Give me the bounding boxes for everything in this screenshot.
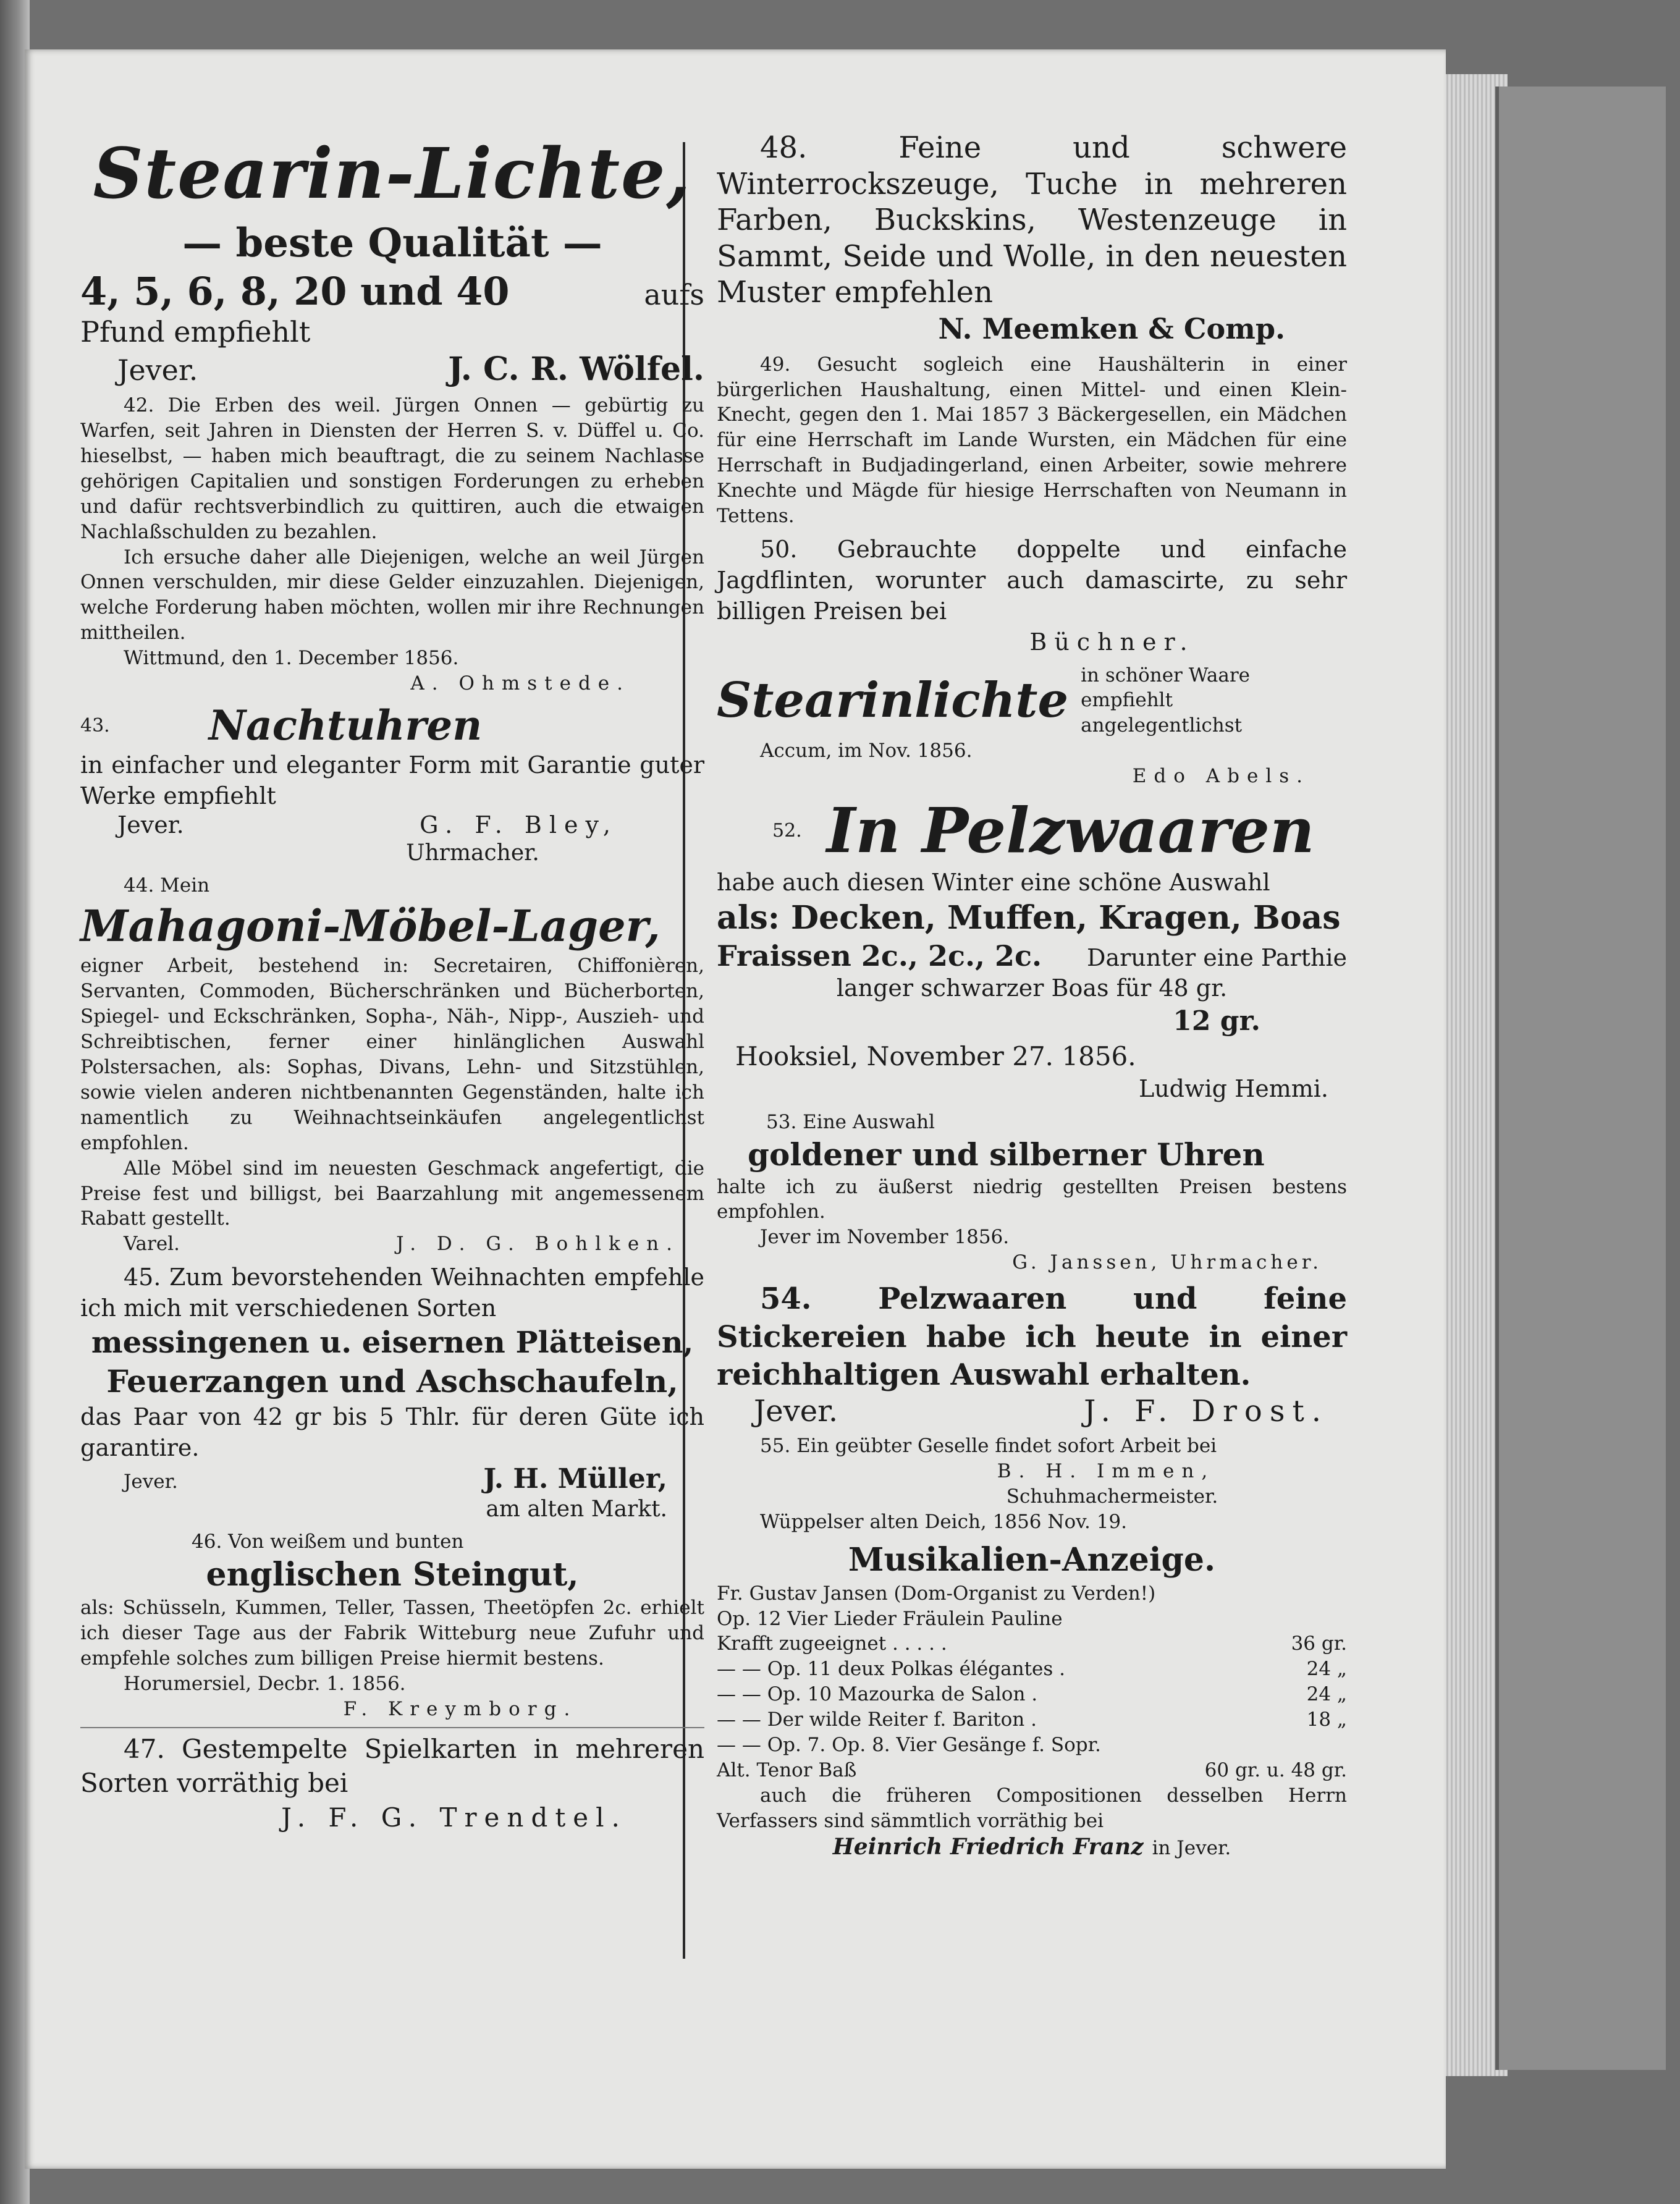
ad-signature: J. F. Drost. (1084, 1394, 1328, 1429)
price-row (717, 1682, 1347, 1707)
ad-role: Uhrmacher. (406, 840, 539, 866)
ad-signature: G. F. Bley, (420, 811, 618, 839)
ad-42 (80, 393, 704, 696)
book-cover (1495, 87, 1666, 2070)
ad-address: am alten Markt. (486, 1497, 667, 1522)
ad-title: In Pelzwaaren (826, 794, 1315, 868)
ad-text: als: Schüsseln, Kummen, Teller, Tassen, Theetöpfen 2c. erhielt ich dieser Tage aus der Fabrik Witteburg neue Zufuhr und empfehle solches zum billigen Preise hiermit bestens. (80, 1597, 704, 1670)
ad-text: 49. Gesucht sogleich eine Haushälterin in einer bürgerlichen Haushaltung, einen Mittel- und einen Klein-Knecht, gegen den 1. Mai 1857 3 Bäckergesellen, ein Mädchen für eine Herrschaft im Lande Wursten, ein Mädchen für eine Herrschaft in Budjadingerland, einen Arbeiter, sowie mehrere Knechte und Mägde für hiesige Herrschaften von Neumann in Tettens. (717, 353, 1347, 528)
ad-signature: F. Kreymborg. (343, 1697, 578, 1720)
ad-text: 50. Gebrauchte doppelte und einfache Jagdflinten, worunter auch damascirte, zu sehr billigen Preisen bei (717, 535, 1347, 625)
price-label: — — Op. 10 Mazourka de Salon . (717, 1683, 1038, 1706)
ad-title: goldener und silberner Uhren (748, 1136, 1265, 1173)
ad-47 (80, 1727, 704, 1835)
ad-highlight: Fraissen 2c., 2c., 2c. (717, 939, 1042, 973)
ad-seller: J. C. R. Wölfel. (448, 350, 704, 389)
ad-title: englischen Steingut, (206, 1555, 579, 1594)
left-column (80, 130, 704, 1835)
ad-title: Mahagoni-Möbel-Lager, (80, 900, 661, 952)
ad-place: Jever. (117, 811, 184, 839)
ad-number: 52. (772, 819, 802, 842)
price-value: 24 „ (1306, 1683, 1347, 1706)
ad-text: Ich ersuche daher alle Diejenigen, welche an weil Jürgen Onnen verschulden, mir diese Gelder einzuzahlen. Diejenigen, welche Forderung haben möchten, wollen mir ihre Rechnungen mittheilen. (80, 546, 704, 644)
ad-number: 43. (80, 714, 110, 737)
ad-price: 12 gr. (1173, 1005, 1260, 1037)
ad-49 (717, 352, 1347, 529)
ad-highlight: als: Decken, Muffen, Kragen, Boas (717, 899, 1341, 937)
ad-side-text: in schöner Waare empfiehlt angelegentlichst (1081, 664, 1251, 737)
ad-role: Schuhmachermeister. (1006, 1485, 1218, 1508)
price-row (717, 1607, 1347, 1632)
ad-text: habe auch diesen Winter eine schöne Auswahl (717, 869, 1270, 897)
price-value: 60 gr. u. 48 gr. (1204, 1759, 1347, 1781)
ad-43 (80, 701, 704, 868)
newspaper-page (25, 49, 1446, 2169)
ad-stearin-lichte (80, 130, 704, 388)
ad-50 (717, 534, 1347, 658)
ad-highlight: Feuerzangen und Aschschaufeln, (106, 1362, 678, 1400)
ad-signature: B. H. Immen, (997, 1460, 1215, 1483)
ad-line: Pfund empfiehlt (80, 315, 311, 349)
ad-place: Jever. (117, 353, 198, 387)
ad-aufs: aufs (644, 278, 704, 312)
ad-text: eigner Arbeit, bestehend in: Secretairen, Chiffonièren, Servanten, Commoden, Bücherschränken und Bücherborten, Spiegel- und Eckschränken, Sopha-, Näh-, Nipp-, Auszieh- und Schreibtischen, ferner einer hinlänglichen Auswahl Polstersachen, als: Sophas, Divans, Lehn- und Sitzstühlen, sowie vielen anderen nichtbenannten Gegenständen, halte ich namentlich zu Weihnachtseinkäufen angelegentlichst empfohlen. (80, 955, 704, 1154)
ad-date: Horumersiel, Decbr. 1. 1856. (124, 1672, 406, 1695)
ad-53 (717, 1110, 1347, 1276)
price-label: Op. 12 Vier Lieder Fräulein Pauline (717, 1607, 1063, 1630)
ad-lead: 46. Von weißem und bunten (192, 1530, 464, 1553)
ad-date: Wüppelser alten Deich, 1856 Nov. 19. (760, 1511, 1127, 1534)
ad-number: 44. Mein (124, 874, 210, 897)
right-column (717, 130, 1347, 1861)
ad-signature: Edo Abels. (1132, 765, 1310, 788)
ad-text: in einfacher und eleganter Form mit Garantie guter Werke empfiehlt (80, 751, 704, 810)
ad-52 (717, 794, 1347, 1105)
price-value (1279, 1733, 1347, 1758)
price-label: — — Op. 11 deux Polkas élégantes . (717, 1658, 1065, 1681)
price-label: — — Der wilde Reiter f. Bariton . (717, 1708, 1037, 1731)
ad-title: Stearinlichte (717, 672, 1069, 729)
ad-lead: 53. Eine Auswahl (766, 1110, 935, 1133)
price-list (717, 1607, 1347, 1783)
ad-musikalien (717, 1540, 1347, 1861)
ad-place: Accum, im Nov. 1856. (760, 740, 973, 762)
ad-text: 47. Gestempelte Spielkarten in mehreren Sorten vorräthig bei (80, 1733, 704, 1799)
ad-date: Wittmund, den 1. December 1856. (124, 647, 459, 670)
ad-intro: Fr. Gustav Jansen (Dom-Organist zu Verden!) (717, 1582, 1156, 1605)
ad-signature: Heinrich Friedrich Franz (832, 1833, 1144, 1860)
ad-place: Jever. (754, 1394, 838, 1429)
ad-signature: J. D. G. Bohlken. (396, 1233, 680, 1256)
ad-signature: A. Ohmstede. (410, 672, 630, 695)
price-value: 24 „ (1306, 1658, 1347, 1681)
ad-place: Varel. (124, 1233, 180, 1256)
ad-text: das Paar von 42 gr bis 5 Thlr. für deren Güte ich garantire. (80, 1403, 704, 1462)
price-row (717, 1631, 1347, 1657)
ad-title: Musikalien-Anzeige. (848, 1541, 1216, 1579)
ad-signature: J. F. G. Trendtel. (281, 1802, 627, 1833)
ad-text: halte ich zu äußerst niedrig gestellten Preisen bestens empfohlen. (717, 1175, 1347, 1223)
ad-text: Darunter eine Parthie (1087, 944, 1347, 971)
price-label: — — Op. 7. Op. 8. Vier Gesänge f. Sopr. (717, 1734, 1101, 1757)
ad-title: Stearin-Lichte, (93, 133, 692, 214)
ad-text: 54. Pelzwaaren und feine Stickereien habe ich heute in einer reichhaltigen Auswahl erhalten. (717, 1281, 1347, 1393)
ad-place: in Jever. (1152, 1836, 1231, 1859)
ad-55 (717, 1433, 1347, 1535)
price-row (717, 1733, 1347, 1758)
ad-place: Jever. (124, 1471, 178, 1493)
ad-54 (717, 1280, 1347, 1429)
ad-51 (717, 663, 1347, 790)
ad-price: langer schwarzer Boas für 48 gr. (836, 974, 1228, 1002)
ad-signature: G. Janssen, Uhrmacher. (1012, 1251, 1322, 1274)
price-value: 18 „ (1306, 1708, 1347, 1731)
price-value (1279, 1607, 1347, 1632)
ad-text: auch die früheren Compositionen desselben Herrn Verfassers sind sämmtlich vorräthig bei (717, 1784, 1347, 1832)
ad-44 (80, 873, 704, 1257)
ad-text: 45. Zum bevorstehenden Weihnachten empfehle ich mich mit verschiedenen Sorten (80, 1264, 704, 1322)
ad-45 (80, 1262, 704, 1524)
ad-48 (717, 130, 1347, 347)
ad-text: 42. Die Erben des weil. Jürgen Onnen — gebürtig zu Warfen, seit Jahren in Diensten der Herren S. v. Düffel u. Co. hieselbst, — haben mich beauftragt, die zu seinem Nachlasse gehörigen Capitalien und sonstigen Forderungen zu erheben und dafür rechtsverbindlich zu quittiren, auch die etwaigen Nachlaßschulden zu bezahlen. (80, 394, 704, 543)
ad-46 (80, 1529, 704, 1722)
price-label: Alt. Tenor Baß (717, 1759, 857, 1781)
ad-date: Hooksiel, November 27. 1856. (735, 1041, 1136, 1072)
ad-quality: — beste Qualität — (182, 220, 602, 267)
ad-signature: J. H. Müller, (483, 1463, 667, 1495)
ad-date: Jever im November 1856. (760, 1226, 1010, 1249)
ad-signature: N. Meemken & Comp. (938, 311, 1285, 345)
ad-signature: Büchner. (1029, 628, 1195, 656)
ad-highlight: messingenen u. eisernen Plätteisen, (91, 1325, 694, 1360)
ad-sizes: 4, 5, 6, 8, 20 und 40 (80, 269, 510, 315)
ad-text: 48. Feine und schwere Winterrockszeuge, Tuche in mehreren Farben, Buckskins, Westenzeuge in Sammt, Seide und Wolle, in den neuesten Muster empfehlen (717, 130, 1347, 310)
price-label: Krafft zugeeignet . . . . . (717, 1632, 947, 1655)
price-value: 36 gr. (1291, 1632, 1347, 1655)
ad-text: 55. Ein geübter Geselle findet sofort Arbeit bei (760, 1435, 1217, 1458)
price-row (717, 1707, 1347, 1733)
ad-signature: Ludwig Hemmi. (1138, 1075, 1328, 1103)
price-row (717, 1657, 1347, 1682)
ad-text: Alle Möbel sind im neuesten Geschmack angefertigt, die Preise fest und billigst, bei Baarzahlung mit angemessenem Rabatt gestellt. (80, 1157, 704, 1230)
ad-title: Nachtuhren (208, 701, 483, 750)
price-row (717, 1758, 1347, 1783)
